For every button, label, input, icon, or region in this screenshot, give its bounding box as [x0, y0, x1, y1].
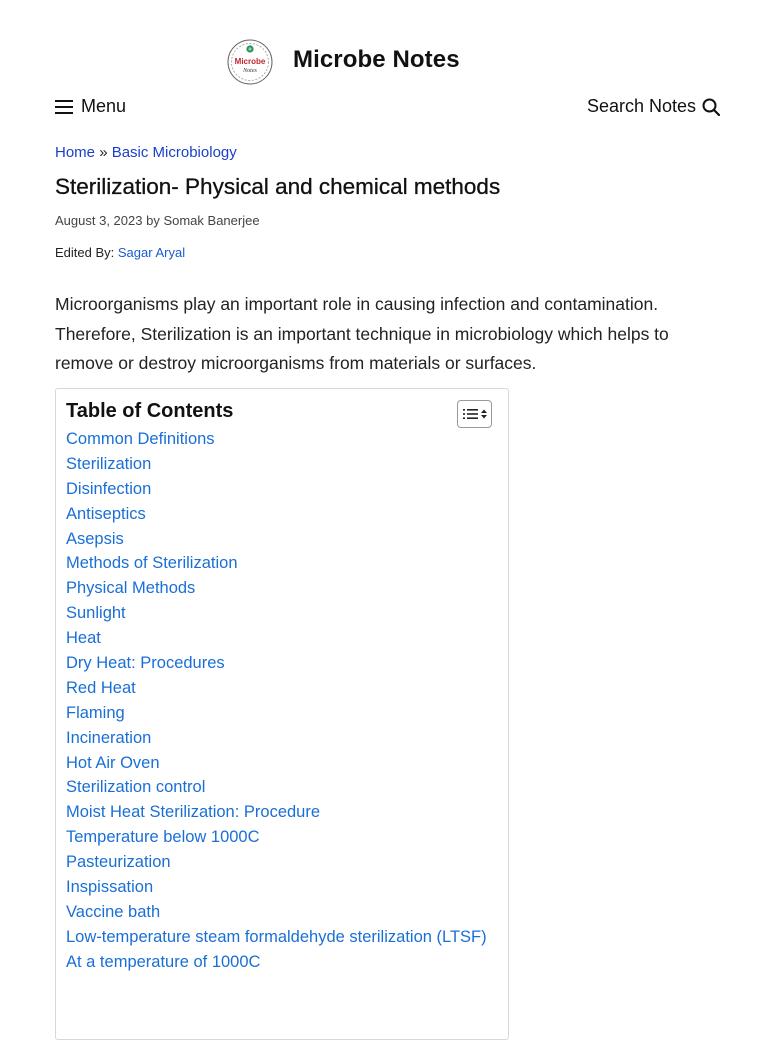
- post-meta: [55, 213, 260, 228]
- page-title: Sterilization- Physical and chemical methods: [55, 174, 501, 199]
- menu-label: Menu: [81, 96, 127, 116]
- hamburger-icon: [55, 100, 73, 114]
- toc-item: [66, 751, 487, 776]
- toc-link[interactable]: Common Definitions: [66, 430, 215, 448]
- toc-item: [66, 925, 487, 950]
- toc-item: [66, 950, 487, 975]
- toc-title: Table of Contents: [66, 400, 234, 422]
- toc-item: [66, 477, 487, 502]
- toc-link[interactable]: Sterilization control: [66, 778, 206, 797]
- toc-item: [66, 452, 487, 477]
- breadcrumb: [55, 144, 237, 161]
- toc-link[interactable]: Flaming: [66, 703, 125, 722]
- toc-link[interactable]: Inspissation: [66, 878, 154, 897]
- toc-list: [66, 427, 487, 975]
- edited-by-label: Edited By:: [55, 245, 115, 260]
- toc-item: [66, 676, 487, 701]
- toc-item: [66, 502, 487, 527]
- breadcrumb-category-link[interactable]: Basic Microbiology: [111, 144, 237, 161]
- toc-link[interactable]: Hot Air Oven: [66, 753, 160, 772]
- search-icon: [702, 98, 720, 116]
- toc-item: [66, 825, 487, 850]
- toc-link[interactable]: Asepsis: [66, 529, 124, 548]
- toc-item: [66, 551, 487, 576]
- site-logo[interactable]: [226, 38, 274, 86]
- toc-item: [66, 850, 487, 875]
- toc-link[interactable]: Temperature below 1000C: [66, 828, 260, 847]
- toc-link[interactable]: Heat: [66, 629, 101, 648]
- menu-button[interactable]: [55, 96, 126, 117]
- toc-item: [66, 701, 487, 726]
- svg-text:Microbe: Microbe: [234, 57, 266, 66]
- toc-item: [66, 527, 487, 552]
- toc-link[interactable]: Sterilization: [66, 454, 152, 473]
- toc-item: [66, 601, 487, 626]
- toc-link[interactable]: Vaccine bath: [66, 902, 161, 921]
- toc-link[interactable]: Disinfection: [66, 479, 152, 498]
- toc-item: [66, 900, 487, 925]
- post-author[interactable]: Somak Banerjee: [163, 213, 260, 228]
- toc-item: [66, 427, 487, 452]
- search-label: Search Notes: [586, 96, 696, 116]
- edited-by: [55, 245, 185, 260]
- toc-link[interactable]: Red Heat: [66, 678, 136, 697]
- toc-link[interactable]: Low-temperature steam formaldehyde sterilization (LTSF): [66, 927, 487, 946]
- site-header: [0, 38, 768, 86]
- svg-text:Notes: Notes: [243, 68, 257, 74]
- editor-link[interactable]: Sagar Aryal: [117, 245, 186, 260]
- list-toggle-icon: [462, 407, 488, 421]
- post-date: August 3, 2023: [55, 213, 143, 228]
- toc-link[interactable]: Moist Heat Sterilization: Procedure: [66, 803, 321, 822]
- toc-item: [66, 576, 487, 601]
- toc-item: [66, 651, 487, 676]
- toc-link[interactable]: Incineration: [66, 728, 152, 747]
- toc-item: [66, 775, 487, 800]
- toc-link[interactable]: Methods of Sterilization: [66, 554, 238, 573]
- main-nav: [0, 94, 768, 122]
- microbe-logo-icon: [226, 38, 274, 86]
- breadcrumb-home-link[interactable]: Home: [55, 144, 96, 161]
- toc-link[interactable]: Physical Methods: [66, 579, 196, 598]
- intro-paragraph: Microorganisms play an important role in causing infection and contamination. Therefore, Sterilization is an important technique in microbiology which helps to remove or destroy microorganisms from materials or surfaces.: [55, 294, 669, 373]
- toc-item: [66, 626, 487, 651]
- toc-item: [66, 726, 487, 751]
- toc-link[interactable]: Antiseptics: [66, 504, 146, 523]
- toc-link[interactable]: Sunlight: [66, 604, 126, 623]
- site-title[interactable]: Microbe Notes: [293, 46, 460, 73]
- toc-link[interactable]: Pasteurization: [66, 853, 171, 872]
- toc-link[interactable]: At a temperature of 1000C: [66, 952, 261, 971]
- breadcrumb-separator: »: [99, 144, 108, 161]
- toc-link[interactable]: Dry Heat: Procedures: [66, 654, 225, 673]
- search-notes-button[interactable]: [587, 96, 720, 117]
- post-by: by: [146, 213, 160, 228]
- toc-item: [66, 800, 487, 825]
- toc-toggle-button[interactable]: [457, 400, 492, 428]
- table-of-contents: [55, 388, 509, 1040]
- toc-item: [66, 875, 487, 900]
